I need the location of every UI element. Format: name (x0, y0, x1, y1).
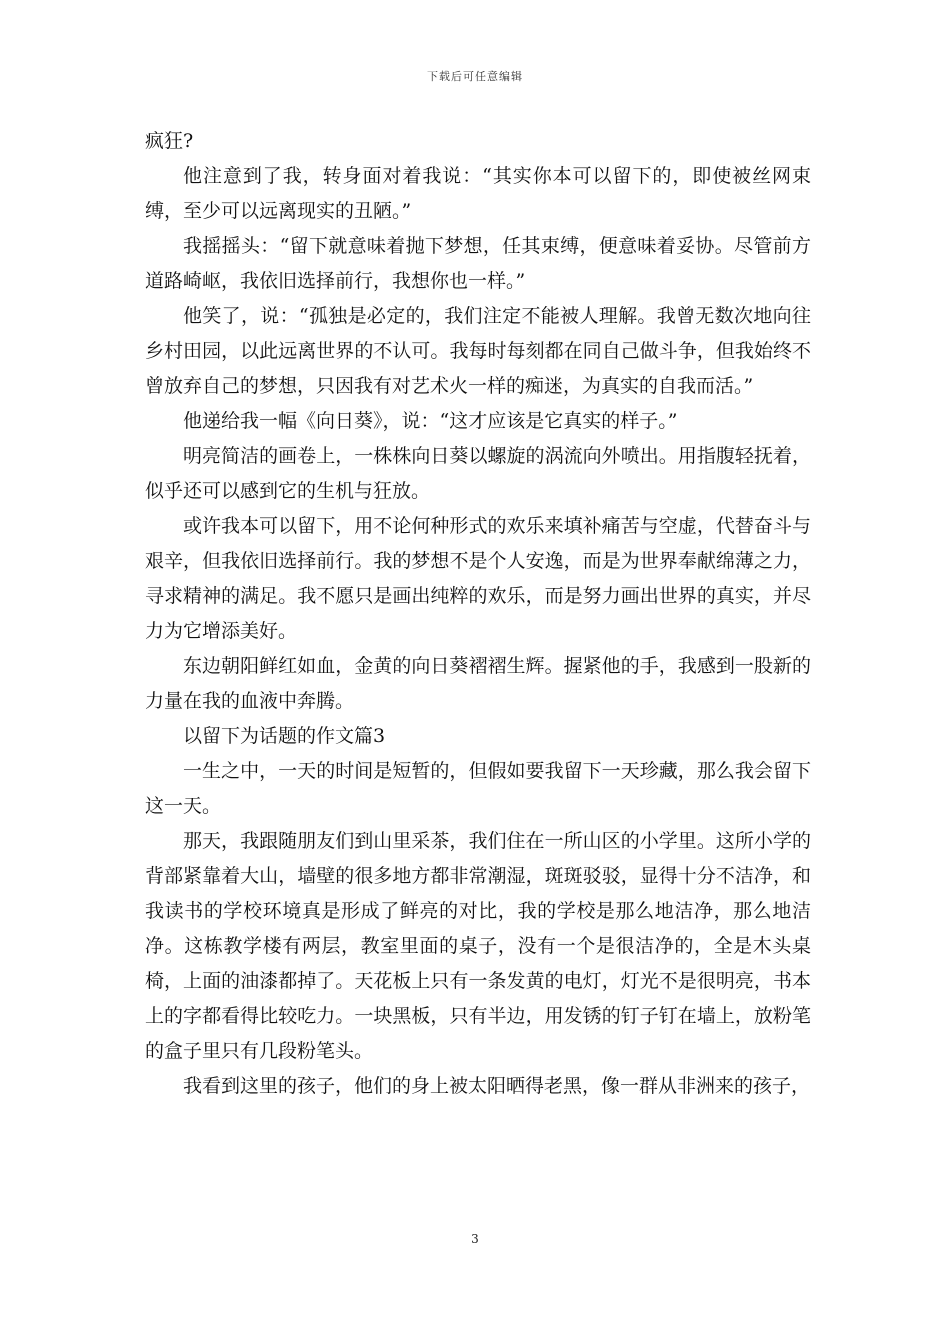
paragraph: 我摇摇头：“留下就意味着抛下梦想，任其束缚，便意味着妥协。尽管前方道路崎岖，我依旧选择前行，我想你也一样。” (145, 235, 811, 292)
paragraph: 或许我本可以留下，用不论何种形式的欢乐来填补痛苦与空虚，代替奋斗与艰辛，但我依旧选择前行。我的梦想不是个人安逸，而是为世界奉献绵薄之力，寻求精神的满足。我不愿只是画出纯粹的欢乐，而是努力画出世界的真实，并尽力为它增添美好。 (145, 515, 811, 642)
paragraph: 我看到这里的孩子，他们的身上被太阳晒得老黑，像一群从非洲来的孩子， (183, 1075, 811, 1097)
paragraph: 那天，我跟随朋友们到山里采茶，我们住在一所山区的小学里。这所小学的背部紧靠着大山，墙壁的很多地方都非常潮湿，斑斑驳驳，显得十分不洁净，和我读书的学校环境真是形成了鲜亮的对比，我的学校是那么地洁净，那么地洁净。这栋教学楼有两层，教室里面的桌子，没有一个是很洁净的，全是木头桌椅，上面的油漆都掉了。天花板上只有一条发黄的电灯，灯光不是很明亮，书本上的字都看得比较吃力。一块黑板，只有半边，用发锈的钉子钉在墙上，放粉笔的盒子里只有几段粉笔头。 (145, 830, 811, 1062)
paragraph: 明亮简洁的画卷上，一株株向日葵以螺旋的涡流向外喷出。用指腹轻抚着，似乎还可以感到它的生机与狂放。 (145, 445, 811, 502)
paragraph: 他注意到了我，转身面对着我说：“其实你本可以留下的，即使被丝网束缚，至少可以远离现实的丑陋。” (145, 165, 811, 222)
document-body (145, 124, 811, 1104)
paragraph: 东边朝阳鲜红如血，金黄的向日葵褶褶生辉。握紧他的手，我感到一股新的力量在我的血液中奔腾。 (145, 655, 811, 712)
paragraph: 他递给我一幅《向日葵》，说：“这才应该是它真实的样子。” (183, 410, 678, 432)
paragraph: 他笑了，说：“孤独是必定的，我们注定不能被人理解。我曾无数次地向往乡村田园，以此远离世界的不认可。我每时每刻都在同自己做斗争，但我始终不曾放弃自己的梦想，只因我有对艺术火一样的痴迷，为真实的自我而活。” (145, 305, 811, 397)
page-header: 下载后可任意编辑 (427, 70, 523, 83)
paragraph: 疯狂? (145, 130, 194, 152)
paragraph: 一生之中，一天的时间是短暂的，但假如要我留下一天珍藏，那么我会留下这一天。 (145, 760, 811, 817)
page-number: 3 (471, 1232, 479, 1246)
section-heading: 以留下为话题的作文篇3 (183, 725, 386, 747)
